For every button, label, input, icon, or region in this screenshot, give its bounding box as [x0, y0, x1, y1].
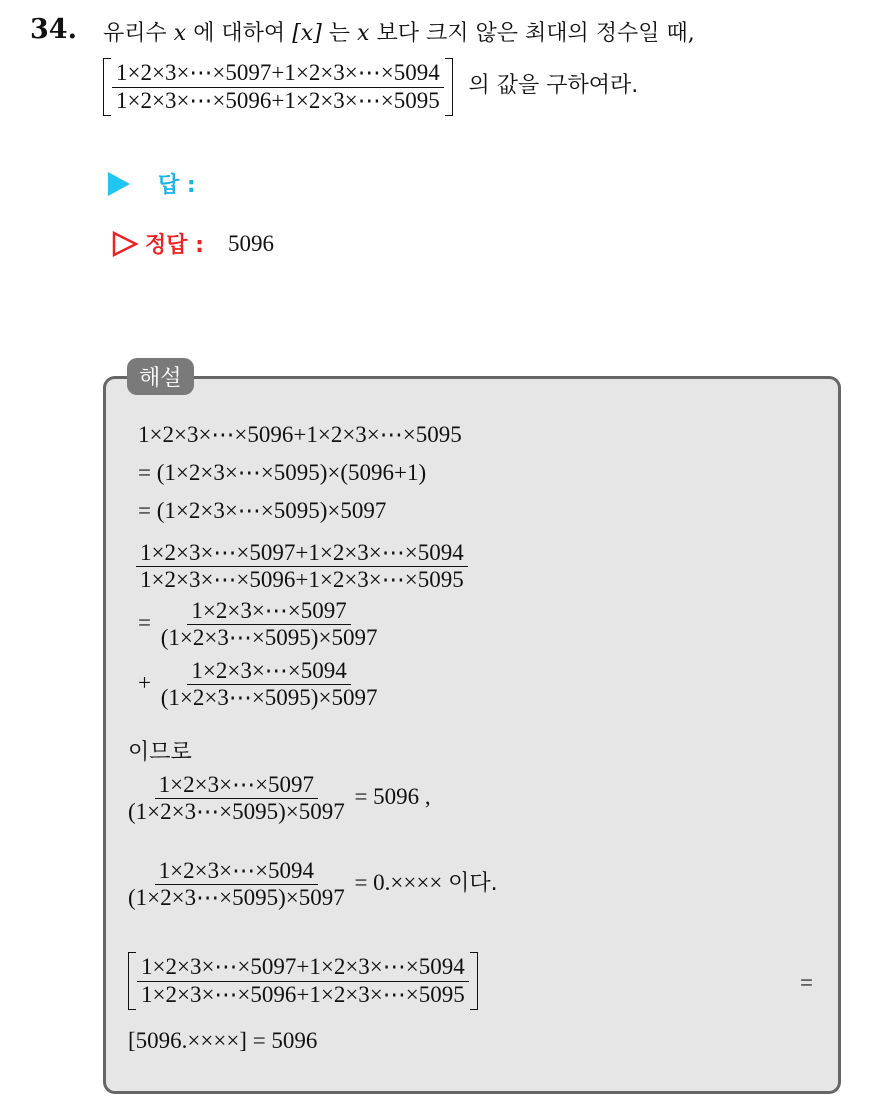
- main-fraction-denominator: 1×2×3×⋯×5096+1×2×3×⋯×5095: [140, 567, 464, 593]
- split2-numerator: 1×2×3×⋯×5094: [187, 658, 350, 685]
- floor-bracket-right: [445, 58, 453, 116]
- solution-main-fraction: [136, 540, 468, 594]
- fraction-numerator: 1×2×3×⋯×5097+1×2×3×⋯×5094: [112, 60, 444, 87]
- final-fraction-numerator: 1×2×3×⋯×5097+1×2×3×⋯×5094: [137, 954, 469, 981]
- question-text-2: 에 대하여: [193, 21, 286, 46]
- question-text-after: 의 값을 구하여라.: [468, 73, 639, 99]
- floor-bracket-right-2: [470, 952, 478, 1010]
- solution-split-1: [138, 598, 381, 652]
- answer-row: [108, 168, 196, 199]
- solution-imeuro: 이므로: [128, 740, 192, 765]
- floor-x: [x]: [292, 21, 322, 46]
- floor-bracket-left-2: [128, 952, 136, 1010]
- question-fraction: [112, 60, 444, 114]
- question-text-1: 유리수: [103, 21, 167, 46]
- correct-answer-value: 5096: [227, 230, 274, 256]
- var-x: x: [173, 21, 187, 46]
- solution-line-2: = (1×2×3×⋯×5095)×(5096+1): [138, 460, 427, 485]
- question-number: 34.: [30, 14, 77, 45]
- solution-result-2: [124, 858, 498, 912]
- fraction-denominator: 1×2×3×⋯×5096+1×2×3×⋯×5095: [116, 87, 440, 113]
- question-text: [103, 16, 695, 47]
- split1-denominator: (1×2×3⋯×5095)×5097: [160, 625, 378, 651]
- question-expression: [103, 58, 638, 116]
- play-arrow-icon: [108, 172, 130, 196]
- var-x-2: x: [357, 21, 370, 46]
- solution-split-2: [138, 658, 381, 712]
- answer-label: 답 :: [158, 173, 196, 198]
- solution-line-1: 1×2×3×⋯×5096+1×2×3×⋯×5095: [138, 422, 462, 447]
- final-fraction-denominator: 1×2×3×⋯×5096+1×2×3×⋯×5095: [141, 981, 465, 1007]
- result2-value: = 0.××××: [354, 870, 443, 896]
- solution-line-3: = (1×2×3×⋯×5095)×5097: [138, 498, 387, 523]
- solution-result-1: [124, 772, 431, 826]
- split2-denominator: (1×2×3⋯×5095)×5097: [160, 685, 378, 711]
- floor-bracket-left: [103, 58, 111, 116]
- solution-final-answer: [5096.××××] = 5096: [128, 1028, 318, 1053]
- question-text-3: 는: [328, 21, 351, 46]
- solution-final-expression: [128, 952, 478, 1010]
- question-text-4: 보다 크지 않은 최대의 정수일 때,: [376, 21, 695, 46]
- split1-numerator: 1×2×3×⋯×5097: [187, 598, 350, 625]
- solution-tab: 해설: [127, 358, 194, 395]
- triangle-outline-icon: [111, 230, 139, 258]
- result2-tail: 이다.: [448, 871, 498, 897]
- result1-value: = 5096 ,: [354, 784, 431, 810]
- result1-denominator: (1×2×3⋯×5095)×5097: [128, 799, 345, 825]
- result1-numerator: 1×2×3×⋯×5097: [155, 772, 318, 799]
- result2-denominator: (1×2×3⋯×5095)×5097: [128, 885, 345, 911]
- correct-answer-row: [111, 228, 274, 259]
- result2-numerator: 1×2×3×⋯×5094: [155, 858, 318, 885]
- plus-sign: +: [138, 670, 151, 696]
- main-fraction-numerator: 1×2×3×⋯×5097+1×2×3×⋯×5094: [136, 540, 468, 567]
- correct-answer-label: 정답 :: [145, 233, 204, 258]
- equals-sign: =: [138, 610, 151, 636]
- final-equals-sign: =: [800, 970, 813, 995]
